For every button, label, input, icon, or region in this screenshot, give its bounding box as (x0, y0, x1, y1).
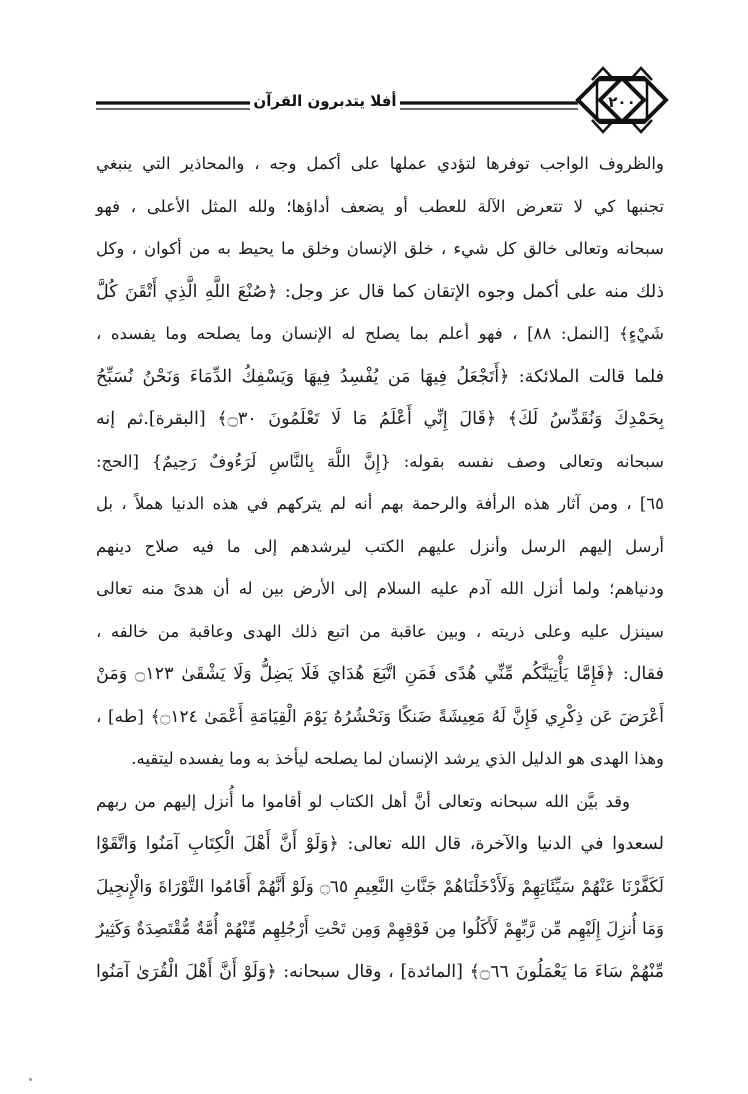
page-number: ٢٠٠ (608, 93, 636, 111)
text-line: والظروف الواجب توفرها لتؤدي عملها على أكمل وجه ، والمحاذير التي ينبغي (96, 154, 664, 173)
text-line: سبحانه وتعالى وصف نفسه بقوله: {إِنَّ اللَّهَ بِالنَّاسِ لَرَءُوفٌ رَحِيمٌ} [الحج: (96, 451, 664, 471)
text-line: وقد بيَّن الله سبحانه وتعالى أنَّ أهل الكتاب لو أقاموا ما أُنزل إليهم من ربهم (96, 791, 630, 811)
text-line: سبحانه وتعالى خالق كل شيء ، خلق الإنسان وخلق ما يحيط به من أكوان ، وكل (96, 239, 664, 258)
text-line: لَكَفَّرْنَا عَنْهُمْ سَيِّئَاتِهِمْ وَلَأَدْخَلْنَاهُمْ جَنَّاتِ النَّعِيمِ ۝٦٥ وَلَوْ أَنَّهُمْ أَقَامُوا التَّوْرَاةَ وَالْإِنجِيلَ (96, 876, 664, 897)
text-line: وَمَا أُنزِلَ إِلَيْهِم مِّن رَّبِّهِمْ لَأَكَلُوا مِن فَوْقِهِمْ وَمِن تَحْتِ أَرْجُلِهِم مِّنْهُمْ أُمَّةٌ مُّقْتَصِدَةٌ وَكَثِيرٌ (96, 919, 664, 938)
header-ornament (0, 0, 748, 140)
text-line: فلما قالت الملائكة: ﴿أَتَجْعَلُ فِيهَا مَن يُفْسِدُ فِيهَا وَيَسْفِكُ الدِّمَاءَ وَنَحْنُ نُسَبِّحُ (96, 366, 664, 387)
text-line: أرسل إليهم الرسل وأنزل عليهم الكتب ليرشدهم إلى ما فيه صلاح دينهم (96, 536, 664, 556)
text-line: أَعْرَضَ عَن ذِكْرِي فَإِنَّ لَهُ مَعِيشَةً ضَنكًا وَنَحْشُرُهُ يَوْمَ الْقِيَامَةِ أَعْمَىٰ ۝١٢٤﴾ [طه] ، (96, 706, 664, 727)
text-line: ذلك منه على أكمل وجوه الإتقان كما قال عز وجل: ﴿صُنْعَ اللَّهِ الَّذِي أَتْقَنَ كُلَّ (96, 281, 664, 302)
scan-speck (29, 1078, 32, 1081)
text-line: مِّنْهُمْ سَاءَ مَا يَعْمَلُونَ ۝٦٦﴾ [المائدة] ، وقال سبحانه: ﴿وَلَوْ أَنَّ أَهْلَ الْقُرَىٰ آمَنُوا (96, 961, 664, 982)
text-line: بِحَمْدِكَ وَنُقَدِّسُ لَكَ﴾ ﴿قَالَ إِنِّي أَعْلَمُ مَا لَا تَعْلَمُونَ ۝٣٠﴾ [البقرة].ثم إنه (96, 409, 665, 429)
book-title: أفلا يتدبرون القرآن (253, 92, 397, 110)
text-line: ٦٥] ، ومن آثار هذه الرأفة والرحمة بهم أنه لم يتركهم في هذه الدنيا هملاً ، بل (96, 494, 664, 513)
text-line: فقال: ﴿فَإِمَّا يَأْتِيَنَّكُم مِّنِّي هُدًى فَمَنِ اتَّبَعَ هُدَايَ فَلَا يَضِلُّ وَلَا يَشْقَىٰ ۝١٢٣ وَمَنْ (96, 664, 664, 684)
text-line: وهذا الهدى هو الدليل الذي يرشد الإنسان لما يصلحه ليأخذ به وما يفسده ليتقيه. (131, 749, 664, 768)
running-header (0, 0, 748, 140)
text-line: لسعدوا في الدنيا والآخرة، قال الله تعالى: ﴿وَلَوْ أَنَّ أَهْلَ الْكِتَابِ آمَنُوا وَاتَّقَوْا (96, 834, 664, 854)
text-line: ودنياهم؛ ولما أنزل الله آدم عليه السلام إلى الأرض بين له أن هدىً منه تعالى (96, 579, 664, 598)
text-line: تجنبها كي لا تتعرض الآلة للعطب أو يضعف أداؤها؛ ولله المثل الأعلى ، فهو (96, 196, 664, 216)
text-line: شَيْءٍ﴾ [النمل: ٨٨] ، فهو أعلم بما يصلح له الإنسان وما يصلحه وما يفسده ، (96, 324, 665, 343)
text-line: سينزل عليه وعلى ذريته ، وبين عاقبة من اتبع ذلك الهدى وعاقبة من خالفه ، (96, 621, 664, 641)
page-body (96, 143, 664, 993)
